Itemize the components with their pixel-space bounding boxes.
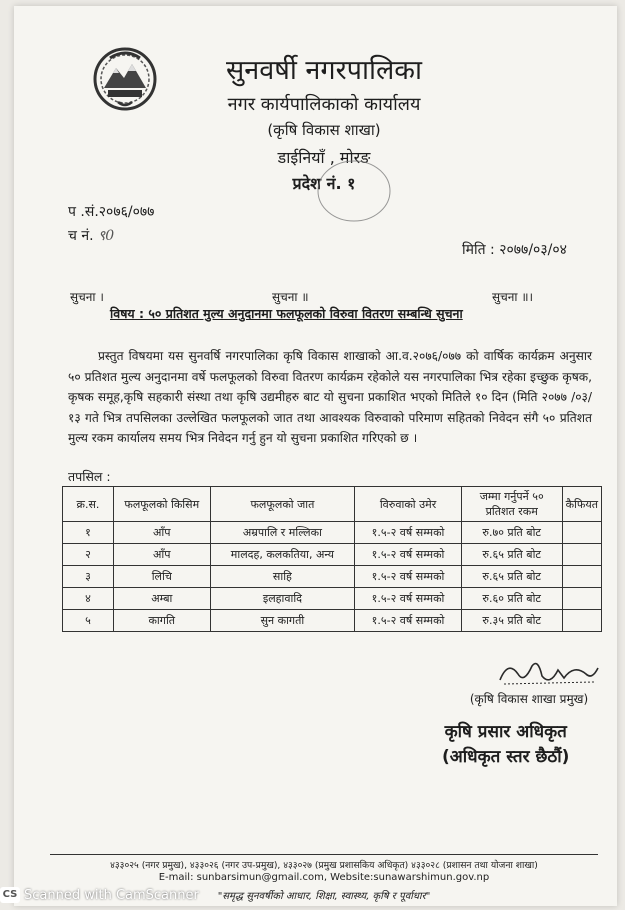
dispatch-label: च नं.: [68, 228, 94, 244]
province: प्रदेश नं. १: [292, 174, 356, 193]
cell-remarks: [562, 588, 601, 610]
footer-slogan: "समृद्ध सुनवर्षीको आधार, शिक्षा, स्वास्थ्य, कृषि र पूर्वाधार": [217, 891, 431, 902]
table-row: [63, 544, 602, 566]
cell-fruit-type: आँप: [113, 522, 210, 544]
footer-phones: ४३३०२५ (नगर प्रमुख), ४३३०२६ (नगर उप-प्रमुख), ४३३०२७ (प्रमुख प्रशासकिय अधिकृत) ४३३०२८ (प्रशासन तथा योजना शाखा): [110, 860, 538, 871]
camscanner-logo-icon: CS: [0, 887, 20, 903]
cell-variety: मालदह, कलकतिया, अन्य: [210, 544, 355, 566]
notice-word-3: सुचना ॥।: [492, 290, 534, 304]
cell-variety: साहि: [210, 566, 355, 588]
cell-plant-age: १.५-२ वर्ष सम्मको: [355, 588, 462, 610]
dispatch-value: ९0: [98, 228, 115, 244]
officer-rank: (अधिकृत स्तर छैठौं): [442, 747, 570, 767]
col-serial: क्र.स.: [63, 487, 114, 522]
officer-title: कृषि प्रसार अधिकृत: [444, 722, 567, 742]
camscanner-watermark: [0, 884, 200, 906]
cell-remarks: [562, 544, 601, 566]
cell-plant-age: १.५-२ वर्ष सम्मको: [355, 544, 462, 566]
cell-plant-age: १.५-२ वर्ष सम्मको: [355, 522, 462, 544]
cell-remarks: [562, 610, 601, 632]
letter-page: [14, 6, 617, 906]
cell-fruit-type: अम्बा: [113, 588, 210, 610]
watermark-text: Scanned with CamScanner: [24, 887, 199, 903]
footer-contact: E-mail: sunbarsimun@gmail.com, Website:sunawarshimun.gov.np: [158, 872, 490, 883]
table-row: [63, 588, 602, 610]
plant-price-table: [62, 486, 602, 632]
table-row: [63, 522, 602, 544]
details-label: तपसिल :: [68, 469, 111, 484]
letter-number: प .सं.२०७६/०७७: [68, 204, 155, 220]
table-row: [63, 566, 602, 588]
table-header-row: [63, 487, 602, 522]
office-name: नगर कार्यपालिकाको कार्यालय: [227, 94, 421, 115]
col-plant-age: विरुवाको उमेर: [355, 487, 462, 522]
cell-variety: सुन कागती: [210, 610, 355, 632]
col-fruit-type: फलफूलको किसिम: [113, 487, 210, 522]
location: डाईनियाँ , मोरङ: [277, 148, 371, 167]
office-stamp: [314, 156, 394, 226]
body-paragraph: प्रस्तुत विषयमा यस सुनवर्षि नगरपालिका कृषि विकास शाखाको आ.व.२०७६/०७७ को वार्षिक कार्यक्रम अनुसार ५० प्रतिशत मुल्य अनुदानमा वर्षे फलफूलको विरुवा वितरण कार्यक्रम रहेकोले यस नगरपालिका भित्र रहेका इच्छुक कृषक, कृषक समूह,कृषि सहकारी संस्था तथा कृषि उद्यमीहरु बाट यो सुचना प्रकाशित भएको मितिले १० दिन (मिति २०७७ /०३/ १३ गते भित्र तपसिलका उल्लेखित फलफूलको जात तथा आवश्यक विरुवाको परिमाण सहितको निवेदन संगै ५० प्रतिशत मुल्य रकम कार्यालय समय भित्र निवेदन गर्नु हुन यो सुचना प्रकाशित गरिएको छ ।: [68, 349, 592, 445]
col-amount: जम्मा गर्नुपर्ने ५० प्रतिशत रकम: [461, 487, 562, 522]
cell-serial: ५: [63, 610, 114, 632]
cell-variety: अम्रपालि र मल्लिका: [210, 522, 355, 544]
handwritten-signature: [494, 656, 604, 690]
cell-remarks: [562, 566, 601, 588]
dispatch-number: [68, 226, 114, 245]
cell-remarks: [562, 522, 601, 544]
cell-plant-age: १.५-२ वर्ष सम्मको: [355, 566, 462, 588]
notice-word-2: सुचना ॥: [272, 290, 309, 304]
cell-amount: रु.६० प्रति बोट: [461, 588, 562, 610]
notice-word-1: सुचना ।: [70, 290, 104, 304]
branch-head-role: (कृषि विकास शाखा प्रमुख): [469, 692, 589, 706]
cell-variety: इलहावादि: [210, 588, 355, 610]
cell-amount: रु.७० प्रति बोट: [461, 522, 562, 544]
officer-signature-stamp: [442, 719, 569, 767]
footer-divider: [50, 854, 598, 855]
letter-date: मिति : २०७७/०३/०४: [462, 242, 567, 258]
branch-name: (कृषि विकास शाखा): [267, 121, 381, 139]
subject-line: विषय : ५० प्रतिशत मुल्य अनुदानमा फलफूलको विरुवा वितरण सम्बन्धि सुचना: [110, 306, 463, 321]
cell-amount: रु.६५ प्रति बोट: [461, 544, 562, 566]
cell-serial: १: [63, 522, 114, 544]
cell-fruit-type: लिचि: [113, 566, 210, 588]
cell-amount: रु.३५ प्रति बोट: [461, 610, 562, 632]
table-row: [63, 610, 602, 632]
cell-amount: रु.६५ प्रति बोट: [461, 566, 562, 588]
cell-fruit-type: कागति: [113, 610, 210, 632]
municipality-name: सुनवर्षी नगरपालिका: [225, 55, 423, 86]
cell-serial: २: [63, 544, 114, 566]
cell-serial: ४: [63, 588, 114, 610]
col-remarks: कैफियत: [562, 487, 601, 522]
cell-fruit-type: आँप: [113, 544, 210, 566]
cell-serial: ३: [63, 566, 114, 588]
col-variety: फलफूलको जात: [210, 487, 355, 522]
cell-plant-age: १.५-२ वर्ष सम्मको: [355, 610, 462, 632]
nepal-emblem-icon: [90, 44, 160, 114]
